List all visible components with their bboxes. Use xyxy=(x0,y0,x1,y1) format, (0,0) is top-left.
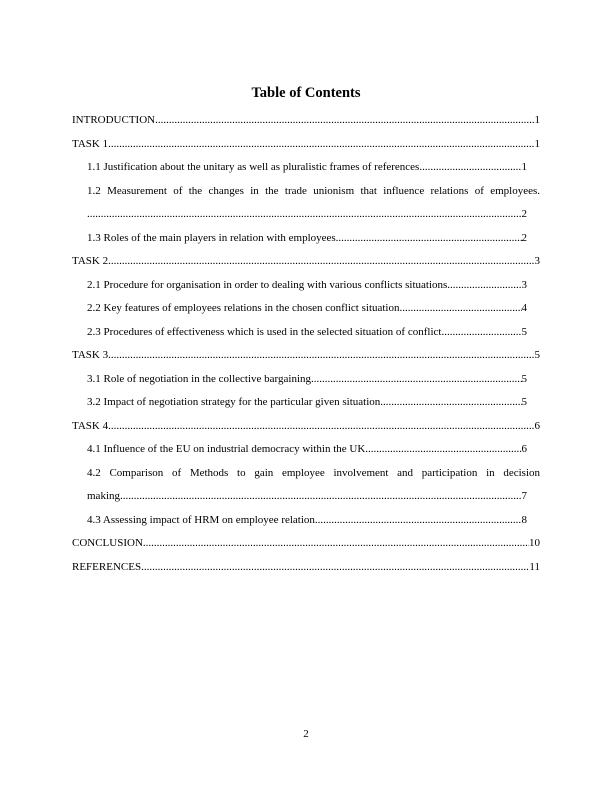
dot-leader xyxy=(441,324,521,340)
toc-entry-1-1[interactable] xyxy=(87,159,540,183)
dot-leader xyxy=(400,300,522,316)
toc-entry-label: REFERENCES xyxy=(72,560,142,573)
toc-entry-page: 5 xyxy=(521,325,527,338)
toc-entry-2-1[interactable] xyxy=(87,277,540,301)
toc-entry-page: 10 xyxy=(529,537,540,549)
toc-entry-page: 1 xyxy=(534,114,540,126)
toc-entry-task-3[interactable] xyxy=(72,347,540,371)
toc-entry-page: 2 xyxy=(521,208,527,220)
toc-entry-task-2[interactable] xyxy=(72,253,540,277)
toc-entry-page: 8 xyxy=(521,513,527,526)
dot-leader xyxy=(447,277,521,293)
dot-leader xyxy=(380,394,521,410)
toc-entry-label: making xyxy=(87,490,120,502)
toc-entry-label: TASK 4 xyxy=(72,419,109,432)
toc-entry-page: 2 xyxy=(521,231,527,244)
toc-title: Table of Contents xyxy=(251,85,361,101)
toc-entry-1-3[interactable] xyxy=(87,230,540,254)
toc-entry-page: 7 xyxy=(521,490,527,502)
dot-leader xyxy=(108,347,534,363)
toc-entry-conclusion[interactable] xyxy=(72,535,540,559)
toc-entry-2-2[interactable] xyxy=(87,300,540,324)
toc-entry-label: 2.3 Procedures of effectiveness which is used in the selected situation of conflict xyxy=(87,325,442,338)
toc-entry-references[interactable] xyxy=(72,559,540,583)
toc-entry-2-3[interactable] xyxy=(87,324,540,348)
dot-leader xyxy=(141,559,529,575)
toc-entry-label: 4.3 Assessing impact of HRM on employee relation xyxy=(87,513,315,526)
toc-entry-task-1[interactable] xyxy=(72,136,540,160)
toc-entry-page: 6 xyxy=(521,443,527,455)
toc-entry-label: CONCLUSION xyxy=(72,537,143,549)
dot-leader xyxy=(365,441,521,457)
toc-entry-label: 3.2 Impact of negotiation strategy for the particular given situation xyxy=(87,396,381,408)
dot-leader xyxy=(108,253,534,269)
toc-entry-page: 5 xyxy=(521,396,527,408)
table-of-contents xyxy=(72,112,540,582)
toc-entry-page: 5 xyxy=(521,372,527,385)
toc-entry-label: TASK 3 xyxy=(72,349,109,361)
dot-leader xyxy=(315,512,522,528)
toc-entry-page: 5 xyxy=(534,349,540,361)
dot-leader xyxy=(155,112,534,128)
dot-leader xyxy=(419,159,521,175)
toc-entry-page: 1 xyxy=(521,161,527,173)
toc-entry-label: INTRODUCTION xyxy=(72,114,156,126)
toc-entry-label-line1: 4.2 Comparison of Methods to gain employee involvement and participation in decision xyxy=(87,466,540,479)
toc-entry-task-4[interactable] xyxy=(72,418,540,442)
toc-entry-label-line1: 1.2 Measurement of the changes in the trade unionism that influence relations of employees. xyxy=(87,184,540,197)
toc-entry-label: 3.1 Role of negotiation in the collective bargaining xyxy=(87,372,312,385)
toc-entry-page: 4 xyxy=(521,302,527,314)
toc-entry-label: 2.2 Key features of employees relations in the chosen conflict situation xyxy=(87,302,400,314)
toc-entry-introduction[interactable] xyxy=(72,112,540,136)
toc-entry-label: TASK 1 xyxy=(72,137,109,150)
dot-leader xyxy=(108,136,534,152)
toc-entry-page: 1 xyxy=(534,137,540,150)
toc-entry-page: 3 xyxy=(534,255,540,267)
dot-leader xyxy=(108,418,534,434)
toc-entry-page: 3 xyxy=(521,278,527,291)
dot-leader xyxy=(336,230,522,246)
toc-entry-label: 1.3 Roles of the main players in relation with employees xyxy=(87,231,336,244)
toc-entry-label: 2.1 Procedure for organisation in order to dealing with various conflicts situations xyxy=(87,278,448,291)
toc-entry-page: 6 xyxy=(534,419,540,432)
toc-entry-label: 1.1 Justification about the unitary as well as pluralistic frames of references xyxy=(87,161,420,173)
toc-entry-page: 11 xyxy=(529,560,540,573)
dot-leader xyxy=(311,371,521,387)
dot-leader xyxy=(143,535,529,551)
toc-entry-label: TASK 2 xyxy=(72,255,109,267)
page-number: 2 xyxy=(303,728,309,740)
toc-entry-4-3[interactable] xyxy=(87,512,540,536)
toc-entry-3-1[interactable] xyxy=(87,371,540,395)
dot-leader xyxy=(87,206,522,222)
dot-leader xyxy=(120,488,522,504)
toc-entry-4-2[interactable] xyxy=(87,465,540,512)
toc-entry-3-2[interactable] xyxy=(87,394,540,418)
toc-entry-label: 4.1 Influence of the EU on industrial democracy within the UK xyxy=(87,443,366,455)
toc-entry-1-2[interactable] xyxy=(87,183,540,230)
toc-entry-4-1[interactable] xyxy=(87,441,540,465)
